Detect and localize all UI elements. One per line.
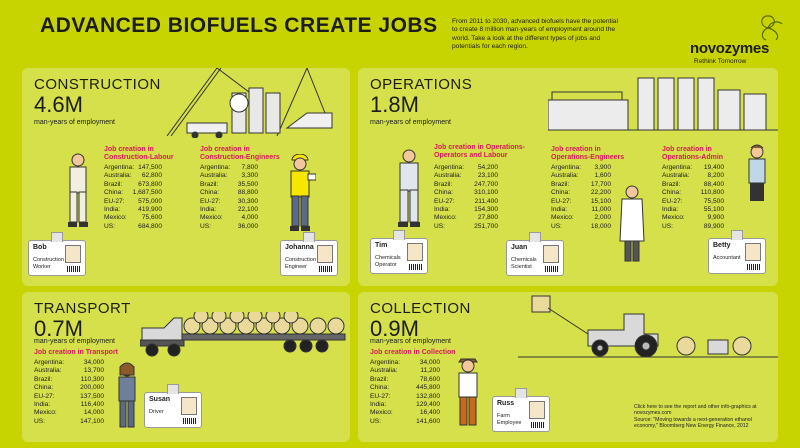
operations-panel xyxy=(358,68,778,286)
job-value: 419,900 xyxy=(138,206,162,214)
country-label: India: xyxy=(370,401,387,409)
barcode-icon xyxy=(409,264,423,270)
job-value: 147,500 xyxy=(138,164,162,171)
country-label: India: xyxy=(551,206,568,214)
barcode-icon xyxy=(67,266,81,272)
table-row xyxy=(662,206,724,214)
job-value: 310,100 xyxy=(474,189,498,197)
job-value: 27,800 xyxy=(477,214,498,222)
table-row xyxy=(551,164,611,172)
photo-icon xyxy=(65,245,81,263)
operations-title: OPERATIONS xyxy=(370,76,473,93)
country-label: EU-27: xyxy=(370,392,391,400)
job-value: 17,700 xyxy=(590,180,611,188)
job-value: 110,800 xyxy=(700,189,724,197)
badge-name: Russ xyxy=(497,400,515,407)
operations-admin-table xyxy=(662,164,724,231)
table-row xyxy=(662,214,724,222)
badge-name: Betty xyxy=(713,242,731,249)
job-value: 3,900 xyxy=(594,164,611,171)
table-row xyxy=(434,181,498,189)
table-row xyxy=(370,384,440,392)
photo-icon xyxy=(181,397,197,415)
job-value: 3,300 xyxy=(241,172,258,180)
job-value: 247,700 xyxy=(474,180,498,188)
country-label: China: xyxy=(370,384,390,392)
logo-tagline: Rethink Tomorrow xyxy=(694,58,747,65)
job-value: 575,000 xyxy=(138,197,162,205)
transport-total: 0.7M xyxy=(34,316,83,341)
table-row xyxy=(34,418,104,426)
job-value: 78,600 xyxy=(419,375,440,383)
badge-name: Johanna xyxy=(285,244,314,251)
table-row xyxy=(551,172,611,180)
construction-title: CONSTRUCTION xyxy=(34,76,161,93)
badge-name: Susan xyxy=(149,396,171,403)
table-row xyxy=(370,418,440,426)
construction-site-illustration xyxy=(157,68,347,138)
source-note: Source: "Moving towards a next-generation ethanol economy," Bloomberg New Energy Finance, 2012 xyxy=(634,417,752,430)
job-value: 141,600 xyxy=(416,417,440,425)
job-value: 4,000 xyxy=(241,214,258,222)
collection-total: 0.9M xyxy=(370,316,419,341)
collection-heading: Job creation in Collection xyxy=(370,349,456,356)
badge-tim xyxy=(370,238,428,274)
job-value: 13,700 xyxy=(83,367,104,375)
job-value: 55,100 xyxy=(703,206,724,214)
job-value: 36,000 xyxy=(237,222,258,230)
operations-engineers-heading: Job creation in Operations-Engineers xyxy=(551,146,625,162)
page-title: ADVANCED BIOFUELS CREATE JOBS xyxy=(40,14,438,37)
barcode-icon xyxy=(531,422,545,428)
table-row xyxy=(370,359,440,367)
operations-subtitle: man-years of employment xyxy=(370,119,451,126)
table-row xyxy=(34,409,104,417)
table-row xyxy=(34,401,104,409)
job-value: 88,800 xyxy=(237,189,258,197)
job-value: 137,500 xyxy=(80,392,104,400)
table-row xyxy=(551,189,611,197)
job-value: 154,300 xyxy=(474,206,498,214)
job-value: 54,200 xyxy=(477,164,498,171)
table-row xyxy=(662,164,724,172)
country-label: US: xyxy=(370,417,381,425)
table-row xyxy=(104,223,162,231)
job-value: 75,600 xyxy=(141,214,162,222)
country-label: China: xyxy=(434,189,454,197)
country-label: Australia: xyxy=(662,172,690,180)
table-row xyxy=(434,214,498,222)
country-label: EU-27: xyxy=(34,392,55,400)
country-label: China: xyxy=(551,189,571,197)
table-row xyxy=(34,393,104,401)
table-row xyxy=(34,384,104,392)
job-value: 11,000 xyxy=(591,206,611,214)
job-value: 34,000 xyxy=(83,359,104,366)
construction-panel xyxy=(22,68,350,286)
table-row xyxy=(104,189,162,197)
country-label: Mexico: xyxy=(551,214,574,222)
construction-labour-heading: Job creation in Construction-Labour xyxy=(104,146,174,162)
country-label: Brazil: xyxy=(104,180,123,188)
country-label: China: xyxy=(662,189,682,197)
job-value: 211,400 xyxy=(474,197,498,205)
barcode-icon xyxy=(747,264,761,270)
table-row xyxy=(434,189,498,197)
job-value: 8,200 xyxy=(707,172,724,180)
table-row xyxy=(104,181,162,189)
table-row xyxy=(200,181,258,189)
driver-figure xyxy=(114,362,140,434)
badge-role: Accountant xyxy=(713,255,741,261)
country-label: EU-27: xyxy=(200,197,221,205)
country-label: Australia: xyxy=(551,172,579,180)
job-value: 75,500 xyxy=(703,197,724,205)
table-row xyxy=(662,223,724,231)
badge-susan xyxy=(144,392,202,428)
table-row xyxy=(551,206,611,214)
badge-role: Farm Employee xyxy=(497,413,522,426)
country-label: US: xyxy=(551,222,562,230)
table-row xyxy=(370,393,440,401)
table-row xyxy=(434,223,498,231)
job-value: 23,100 xyxy=(477,172,498,180)
construction-engineer-figure xyxy=(284,154,316,234)
country-label: China: xyxy=(34,384,54,392)
operations-admin-heading: Job creation in Operations-Admin xyxy=(662,146,724,162)
country-label: US: xyxy=(104,222,115,230)
job-value: 116,400 xyxy=(80,401,104,409)
table-row xyxy=(662,172,724,180)
job-value: 22,100 xyxy=(237,206,258,214)
job-value: 129,400 xyxy=(416,401,440,409)
country-label: Argentina: xyxy=(551,164,582,171)
intro-text: From 2011 to 2030, advanced biofuels have the potential to create 8 million man-years of employment around the world. Take a look at the different types of jobs and potentials for each region. xyxy=(452,18,618,51)
barcode-icon xyxy=(319,266,333,272)
country-label: Australia: xyxy=(104,172,132,180)
job-value: 22,200 xyxy=(590,189,611,197)
badge-name: Bob xyxy=(33,244,47,251)
collection-table xyxy=(370,359,440,426)
country-label: India: xyxy=(434,206,451,214)
construction-subtitle: man-years of employment xyxy=(34,119,115,126)
table-row xyxy=(200,198,258,206)
table-row xyxy=(104,214,162,222)
biorefinery-illustration xyxy=(548,72,778,134)
photo-icon xyxy=(745,243,761,261)
transport-heading: Job creation in Transport xyxy=(34,349,119,356)
country-label: EU-27: xyxy=(551,197,572,205)
chemicals-scientist-figure xyxy=(618,184,646,268)
country-label: Argentina: xyxy=(34,359,65,366)
badge-johanna xyxy=(280,240,338,276)
table-row xyxy=(200,223,258,231)
country-label: Mexico: xyxy=(104,214,127,222)
job-value: 15,100 xyxy=(590,197,611,205)
job-value: 9,900 xyxy=(707,214,724,222)
job-value: 19,400 xyxy=(703,164,724,171)
job-value: 445,800 xyxy=(416,384,440,392)
table-row xyxy=(200,206,258,214)
table-row xyxy=(104,206,162,214)
collection-title: COLLECTION xyxy=(370,300,471,317)
construction-engineers-heading: Job creation in Construction-Engineers xyxy=(200,146,280,162)
badge-role: Driver xyxy=(149,409,164,415)
badge-juan xyxy=(506,240,564,276)
country-label: Argentina: xyxy=(104,164,135,171)
job-value: 34,000 xyxy=(419,359,440,366)
table-row xyxy=(370,367,440,375)
job-value: 673,800 xyxy=(138,180,162,188)
table-row xyxy=(200,189,258,197)
construction-labour-table xyxy=(104,164,162,231)
table-row xyxy=(104,164,162,172)
table-row xyxy=(551,181,611,189)
table-row xyxy=(104,198,162,206)
operations-total: 1.8M xyxy=(370,92,419,117)
transport-title: TRANSPORT xyxy=(34,300,131,317)
country-label: EU-27: xyxy=(104,197,125,205)
table-row xyxy=(34,376,104,384)
report-link[interactable]: Click here to see the report and other info-graphics at novozymes.com xyxy=(634,404,757,417)
job-value: 2,000 xyxy=(594,214,611,222)
country-label: Argentina: xyxy=(434,164,465,171)
accountant-figure xyxy=(744,144,770,204)
badge-bob xyxy=(28,240,86,276)
country-label: Mexico: xyxy=(662,214,685,222)
country-label: Australia: xyxy=(434,172,462,180)
transport-subtitle: man-years of employment xyxy=(34,338,115,345)
job-value: 132,800 xyxy=(416,392,440,400)
country-label: Argentina: xyxy=(200,164,231,171)
job-value: 16,400 xyxy=(419,409,440,417)
table-row xyxy=(370,376,440,384)
table-row xyxy=(370,401,440,409)
table-row xyxy=(662,198,724,206)
country-label: Australia: xyxy=(34,367,62,375)
country-label: Brazil: xyxy=(370,375,389,383)
photo-icon xyxy=(407,243,423,261)
job-value: 1,600 xyxy=(594,172,611,180)
badge-role: Chemicals Scientist xyxy=(511,257,537,270)
country-label: Brazil: xyxy=(662,180,681,188)
job-value: 14,000 xyxy=(83,409,104,417)
tractor-baler-illustration xyxy=(518,294,778,358)
operations-labour-heading: Job creation in Operations-Operators and Labour xyxy=(434,144,526,160)
table-row xyxy=(34,359,104,367)
country-label: Mexico: xyxy=(200,214,223,222)
country-label: Brazil: xyxy=(34,375,53,383)
leaf-logo-icon xyxy=(690,12,786,42)
job-value: 35,500 xyxy=(237,180,258,188)
table-row xyxy=(200,214,258,222)
country-label: EU-27: xyxy=(434,197,455,205)
transport-panel xyxy=(22,292,350,442)
photo-icon xyxy=(529,401,545,419)
job-value: 88,400 xyxy=(703,180,724,188)
country-label: US: xyxy=(200,222,211,230)
job-value: 251,700 xyxy=(474,222,498,230)
country-label: EU-27: xyxy=(662,197,683,205)
table-row xyxy=(200,164,258,172)
badge-role: Construction Engineer xyxy=(285,257,316,270)
job-value: 7,800 xyxy=(241,164,258,171)
country-label: India: xyxy=(104,206,121,214)
transport-table xyxy=(34,359,104,426)
country-label: India: xyxy=(200,206,217,214)
operations-engineers-table xyxy=(551,164,611,231)
novozymes-logo[interactable] xyxy=(690,12,786,68)
country-label: Argentina: xyxy=(662,164,693,171)
logo-word: novozymes xyxy=(690,40,769,57)
country-label: US: xyxy=(434,222,445,230)
farm-employee-figure xyxy=(454,356,482,434)
job-value: 89,900 xyxy=(703,222,724,230)
country-label: Australia: xyxy=(370,367,398,375)
job-value: 147,100 xyxy=(80,417,104,425)
country-label: China: xyxy=(200,189,220,197)
table-row xyxy=(662,189,724,197)
country-label: US: xyxy=(662,222,673,230)
country-label: Mexico: xyxy=(34,409,57,417)
job-value: 1,687,500 xyxy=(132,189,162,197)
country-label: Brazil: xyxy=(200,180,219,188)
job-value: 684,800 xyxy=(138,222,162,230)
table-row xyxy=(370,409,440,417)
badge-russ xyxy=(492,396,550,432)
photo-icon xyxy=(317,245,333,263)
table-row xyxy=(104,172,162,180)
construction-total: 4.6M xyxy=(34,92,83,117)
hay-truck-illustration xyxy=(140,312,350,362)
construction-engineers-table xyxy=(200,164,258,231)
operations-labour-table xyxy=(434,164,498,231)
country-label: India: xyxy=(662,206,679,214)
chemicals-operator-figure xyxy=(394,148,424,230)
badge-betty xyxy=(708,238,766,274)
country-label: Brazil: xyxy=(434,180,453,188)
construction-worker-figure xyxy=(64,152,92,230)
country-label: India: xyxy=(34,401,51,409)
country-label: US: xyxy=(34,417,45,425)
table-row xyxy=(434,172,498,180)
country-label: Brazil: xyxy=(551,180,570,188)
table-row xyxy=(434,198,498,206)
badge-role: Chemicals Operator xyxy=(375,255,401,268)
badge-name: Tim xyxy=(375,242,388,249)
job-value: 11,200 xyxy=(420,367,440,375)
table-row xyxy=(662,181,724,189)
job-value: 30,300 xyxy=(237,197,258,205)
photo-icon xyxy=(543,245,559,263)
table-row xyxy=(434,164,498,172)
badge-role: Construction Worker xyxy=(33,257,64,270)
job-value: 200,000 xyxy=(80,384,104,392)
country-label: Argentina: xyxy=(370,359,401,366)
table-row xyxy=(34,367,104,375)
job-value: 62,800 xyxy=(141,172,162,180)
job-value: 18,000 xyxy=(590,222,611,230)
country-label: Mexico: xyxy=(370,409,393,417)
barcode-icon xyxy=(183,418,197,424)
collection-subtitle: man-years of employment xyxy=(370,338,451,345)
country-label: Mexico: xyxy=(434,214,457,222)
table-row xyxy=(434,206,498,214)
country-label: China: xyxy=(104,189,124,197)
table-row xyxy=(200,172,258,180)
badge-name: Juan xyxy=(511,244,528,251)
table-row xyxy=(551,198,611,206)
collection-panel xyxy=(358,292,778,442)
barcode-icon xyxy=(545,266,559,272)
country-label: Australia: xyxy=(200,172,228,180)
table-row xyxy=(551,223,611,231)
job-value: 110,300 xyxy=(80,375,104,383)
table-row xyxy=(551,214,611,222)
